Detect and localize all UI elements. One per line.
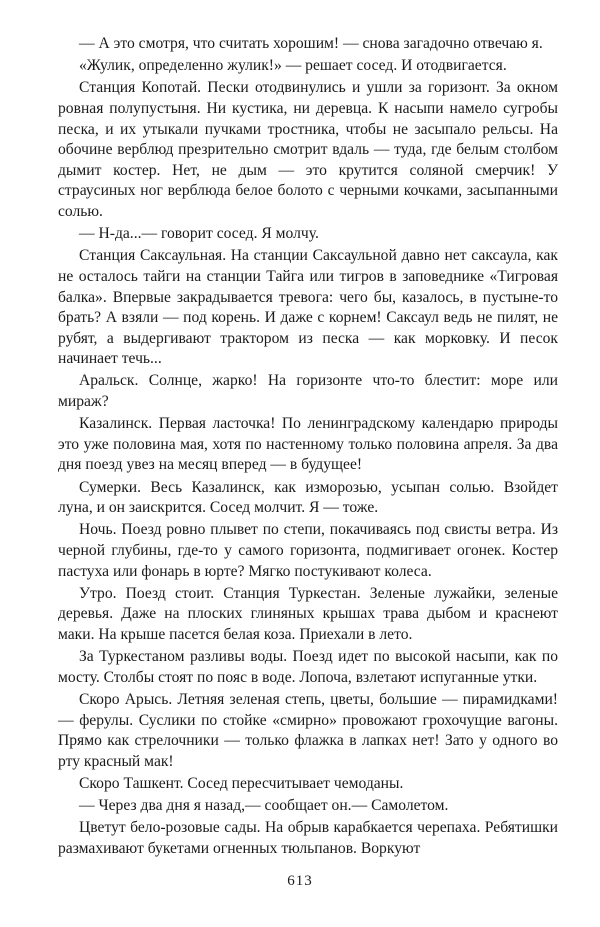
page-number: 613: [287, 873, 313, 889]
paragraph-10: Утро. Поезд стоит. Станция Туркестан. Зеленые лужайки, зеленые деревья. Даже на плоских глиняных крышах трава дыбом и краснеют маки. На крыше пасется белая коза. Приехали в лето.: [58, 584, 558, 643]
page-body-text: [58, 34, 558, 861]
paragraph-4: — Н-да...— говорит сосед. Я молчу.: [79, 225, 319, 243]
paragraph-8: Сумерки. Весь Казалинск, как изморозью, усыпан солью. Взойдет луна, и он заискрится. Сосед молчит. Я — тоже.: [58, 478, 558, 517]
paragraph-1: — А это смотря, что считать хорошим! — снова загадочно отвечаю я.: [79, 35, 543, 52]
paragraph-7: Казалинск. Первая ласточка! По ленинградскому календарю природы это уже половина мая, хотя по настенному только половина апреля. За два дня поезд увез на месяц вперед — в будущее!: [58, 415, 558, 474]
paragraph-9: Ночь. Поезд ровно плывет по степи, покачиваясь под свисты ветра. Из черной глубины, где-то у самого горизонта, подмигивает огонек. Костер пастуха или фонарь в юрте? Мягко постукивают колеса.: [58, 521, 558, 580]
paragraph-6: Аральск. Солнце, жарко! На горизонте что-то блестит: море или мираж?: [58, 372, 558, 411]
paragraph-13: Скоро Ташкент. Сосед пересчитывает чемоданы.: [79, 774, 404, 792]
paragraph-3: Станция Копотай. Пески отодвинулись и ушли за горизонт. За окном ровная полупустыня. Ни кустика, ни деревца. К насыпи намело сугробы песка, и их утыкали пучками тростника, чтобы не засыпало рельсы. На обочине верблюд презрительно смотрит вдаль — туда, где белым столбом дымит костер. Нет, не дым — это крутится соляной смерчик! У страусиных ног верблюда белое болото с черными кочками, засыпанными солью.: [58, 79, 558, 220]
paragraph-11: За Туркестаном разливы воды. Поезд идет по высокой насыпи, как по мосту. Столбы стоят по пояс в воде. Лопоча, взлетают испуганные утки.: [58, 648, 558, 686]
paragraph-2: «Жулик, определенно жулик!» — решает сосед. И отодвигается.: [79, 57, 507, 75]
paragraph-12: Скоро Арысь. Летняя зеленая степь, цветы, большие — пирамидками! — ферулы. Суслики по стойке «смирно» провожают грохочущие вагоны. Прямо как стрелочники — только флажка в лапках нет! Зато у одного во рту красный мак!: [58, 690, 558, 770]
paragraph-5: Станция Саксаульная. На станции Саксаульной давно нет саксаула, как не осталось тайги на станции Тайга или тигров в заповеднике «Тигровая балка». Впервые закрадывается тревога: чего бы, казалось, в пустыне-то брать? А взяли — под корень. И даже с корнем! Саксаул ведь не пилят, не рубят, а выдергивают трактором из песка — как морковку. И песок начинает течь...: [58, 247, 558, 368]
paragraph-15: Цветут бело-розовые сады. На обрыв карабкается черепаха. Ребятишки размахивают букетами огненных тюльпанов. Воркуют: [58, 819, 558, 857]
paragraph-14: — Через два дня я назад,— сообщает он.— Самолетом.: [79, 797, 449, 815]
